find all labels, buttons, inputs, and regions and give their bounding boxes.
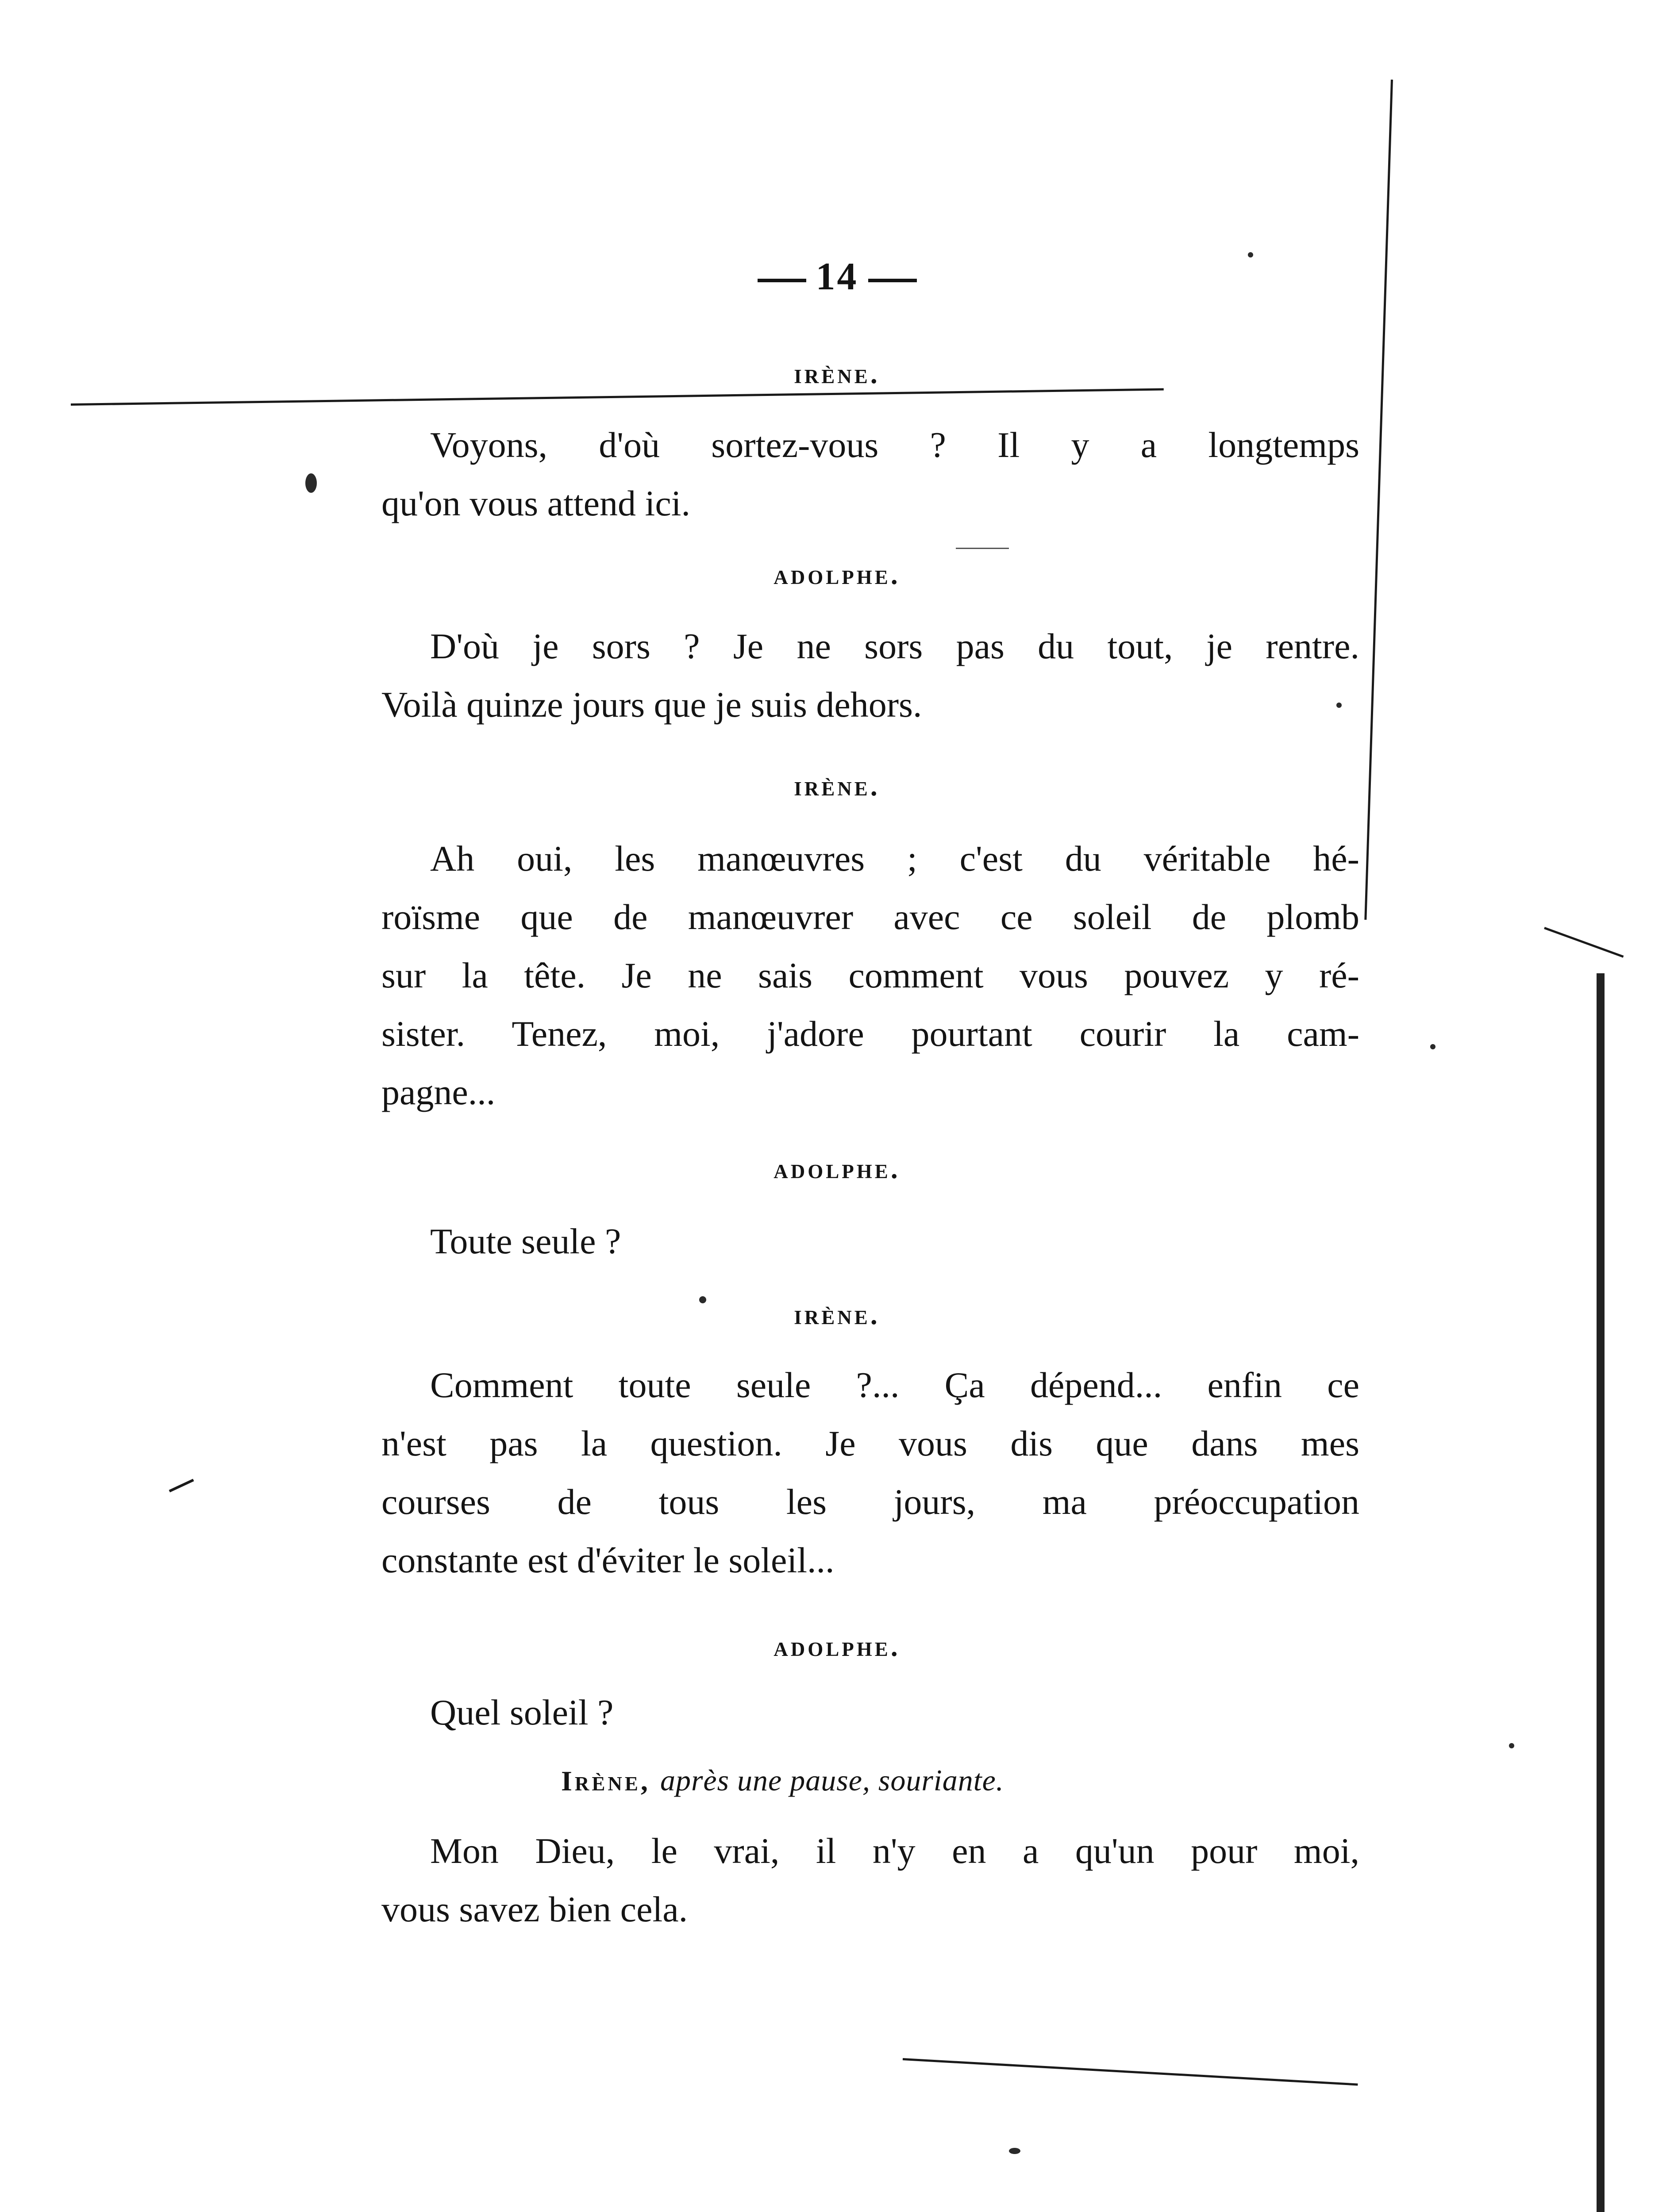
text-line: qu'on vous attend ici.: [381, 483, 691, 523]
text-line: Quel soleil ?: [430, 1692, 614, 1732]
text-line: vous savez bien cela.: [381, 1889, 688, 1929]
text-line: roïsme que de manœuvrer avec ce soleil de plomb: [381, 897, 1359, 937]
scan-curve-mark: [1544, 927, 1624, 958]
page-number: [0, 254, 1674, 299]
stage-direction: après une pause, souriante.: [660, 1763, 1004, 1797]
dialogue-paragraph: [381, 1212, 1359, 1271]
text-line: Voyons, d'où sortez-vous ? Il y a longtemps: [430, 425, 1359, 465]
speaker-heading: irène.: [794, 770, 880, 802]
text-line: D'où je sors ? Je ne sors pas du tout, je rentre.: [430, 626, 1359, 666]
text-line: Voilà quinze jours que je suis dehors.: [381, 684, 922, 725]
scan-rule-bottom: [903, 2058, 1358, 2085]
speaker-heading: irène.: [794, 1299, 880, 1330]
text-line: Ah oui, les manœuvres ; c'est du véritable hé-: [430, 838, 1359, 879]
dash-right: [868, 279, 917, 282]
speaker-heading-with-direction: [561, 1763, 1004, 1798]
dash-left: [758, 279, 806, 282]
text-line: Toute seule ?: [430, 1221, 621, 1261]
dialogue-paragraph: [381, 416, 1359, 533]
text-line: Mon Dieu, le vrai, il n'y en a qu'un pour moi,: [430, 1831, 1359, 1871]
speaker-heading: adolphe.: [774, 559, 900, 590]
text-line: n'est pas la question. Je vous dis que dans mes: [381, 1423, 1359, 1463]
scan-speck: [305, 473, 317, 493]
speaker-heading: irène.: [794, 358, 880, 389]
scan-speck: [1248, 252, 1253, 257]
speaker-name: Irène,: [561, 1765, 650, 1797]
speaker-heading: adolphe.: [774, 1153, 900, 1184]
dialogue-paragraph: [381, 1356, 1359, 1590]
scan-dash-mark: [169, 1479, 194, 1493]
scan-short-mark: [956, 548, 1009, 549]
scan-rule-top: [71, 388, 1164, 406]
text-line: pagne...: [381, 1072, 496, 1112]
text-line: constante est d'éviter le soleil...: [381, 1540, 835, 1580]
text-line: sur la tête. Je ne sais comment vous pouvez y ré-: [381, 955, 1359, 995]
dialogue-paragraph: [381, 830, 1359, 1121]
dialogue-paragraph: [381, 1683, 1359, 1742]
page-number-value: 14: [816, 255, 858, 298]
dialogue-paragraph: [381, 617, 1359, 734]
speaker-heading: adolphe.: [774, 1631, 900, 1662]
scan-speck: [1509, 1743, 1514, 1748]
scan-speck: [1009, 2148, 1020, 2154]
scan-speck: [1430, 1044, 1435, 1049]
text-line: sister. Tenez, moi, j'adore pourtant courir la cam-: [381, 1014, 1359, 1054]
text-line: Comment toute seule ?... Ça dépend... enfin ce: [430, 1365, 1359, 1405]
text-line: courses de tous les jours, ma préoccupation: [381, 1482, 1359, 1522]
dialogue-paragraph: [381, 1822, 1359, 1939]
